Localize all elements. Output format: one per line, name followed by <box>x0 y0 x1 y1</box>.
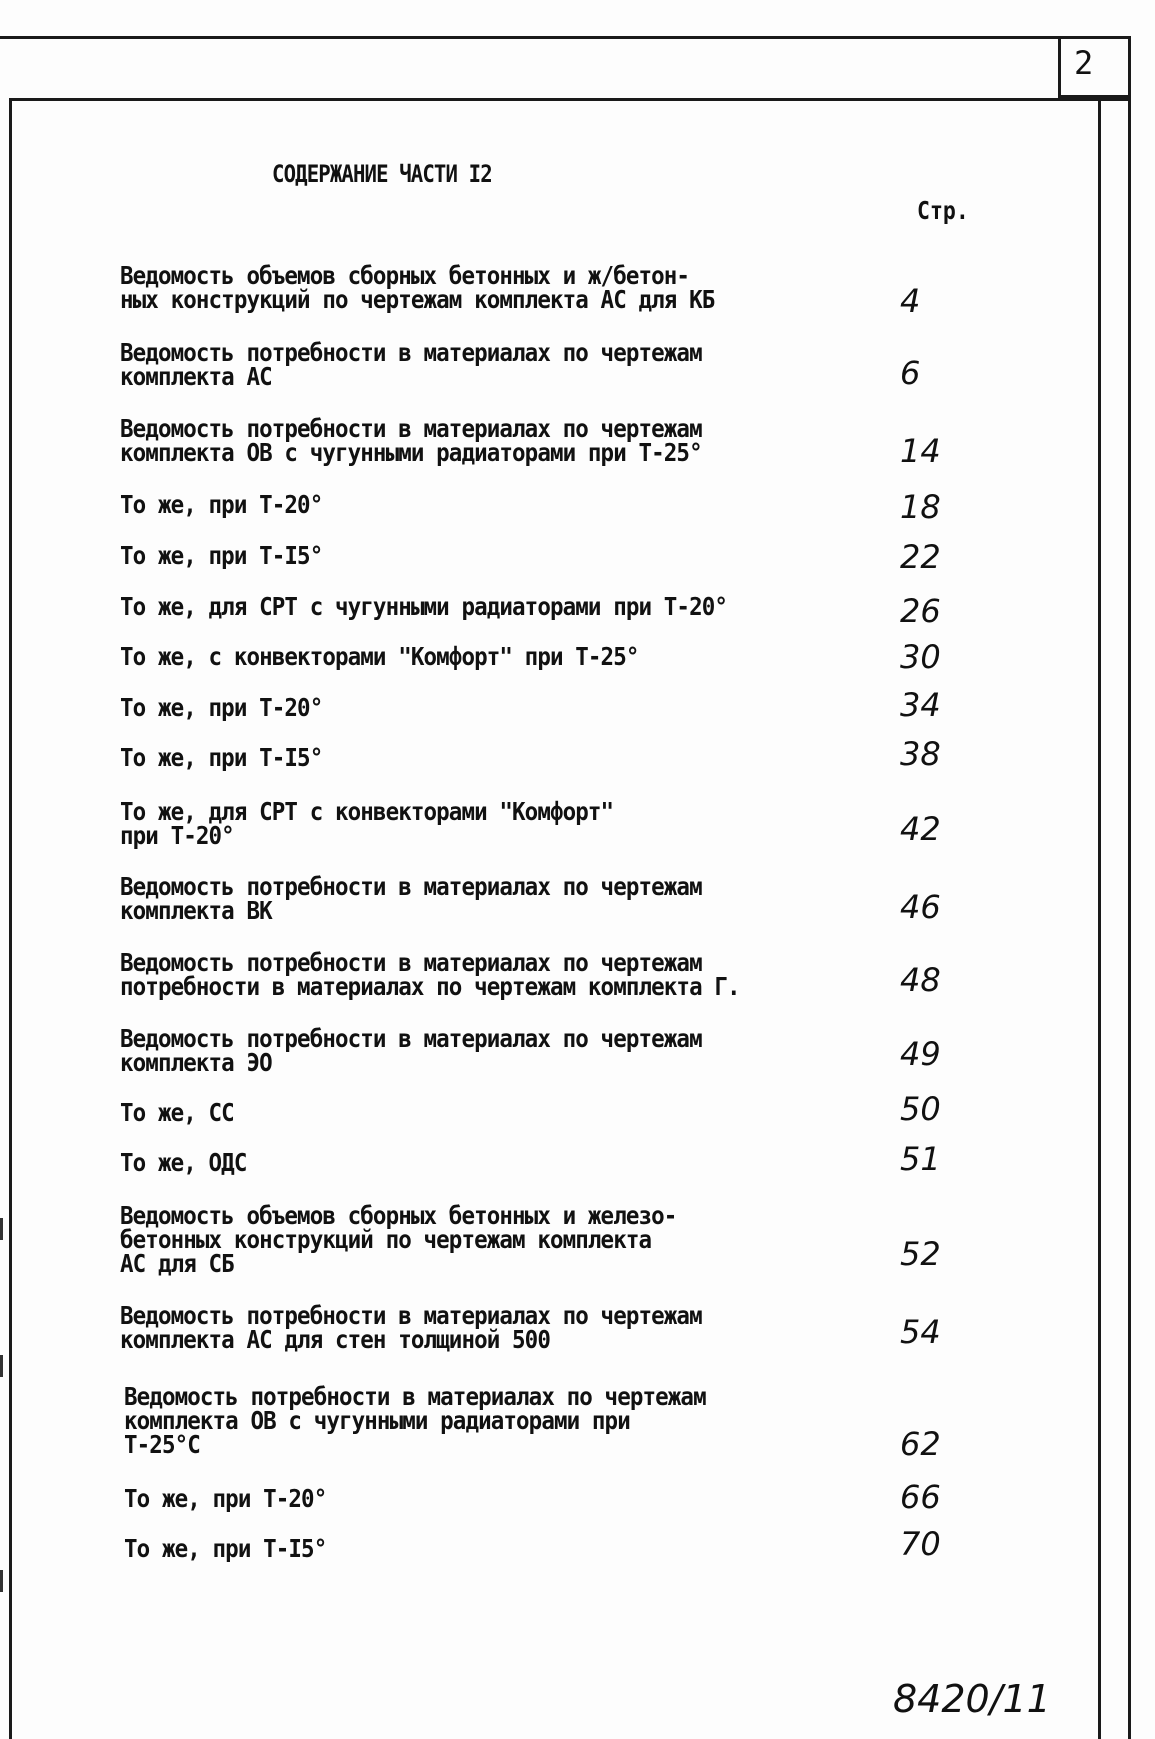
toc-page-number: 22 <box>900 538 941 576</box>
toc-page-number: 42 <box>900 810 941 848</box>
toc-page-number: 54 <box>900 1313 941 1351</box>
frame-top-line <box>0 36 1130 39</box>
toc-page-number: 50 <box>900 1090 941 1128</box>
toc-entry: Ведомость потребности в материалах по чертежам комплекта ОВ с чугунными радиаторами при Т-25° <box>120 414 702 467</box>
toc-entry: Ведомость потребности в материалах по чертежам комплекта АС <box>120 338 702 391</box>
content-frame-right-line <box>1098 98 1101 1739</box>
toc-page-number: 66 <box>900 1478 941 1516</box>
toc-entry: То же, при Т-I5° <box>124 1534 327 1563</box>
toc-entry: То же, для СРТ с чугунными радиаторами при Т-20° <box>120 592 728 621</box>
edge-mark <box>0 1570 3 1592</box>
toc-entry: То же, при Т-20° <box>120 490 323 519</box>
toc-page-number: 48 <box>900 961 941 999</box>
toc-entry: Ведомость объемов сборных бетонных и ж/бетон- ных конструкций по чертежам комплекта АС для КБ <box>120 261 715 314</box>
toc-entry: Ведомость потребности в материалах по чертежам комплекта АС для стен толщиной 500 <box>120 1301 702 1354</box>
toc-page-number: 52 <box>900 1235 941 1273</box>
toc-page-number: 51 <box>900 1140 941 1178</box>
toc-page-number: 14 <box>900 432 941 470</box>
toc-entry: То же, при Т-20° <box>120 693 323 722</box>
toc-entry: То же, при Т-I5° <box>120 743 323 772</box>
toc-entry: Ведомость потребности в материалах по чертежам комплекта ВК <box>120 872 702 925</box>
edge-mark <box>0 1355 3 1377</box>
toc-entry: Ведомость потребности в материалах по чертежам потребности в материалах по чертежам комплекта Г. <box>120 948 740 1001</box>
toc-entry: Ведомость объемов сборных бетонных и железо- бетонных конструкций по чертежам комплекта АС для СБ <box>120 1201 677 1278</box>
page-title: СОДЕРЖАНИЕ ЧАСТИ I2 <box>272 160 492 188</box>
toc-page-number: 62 <box>900 1425 941 1463</box>
edge-mark <box>0 1218 3 1240</box>
page-column-header: Стр. <box>917 196 969 225</box>
toc-page-number: 38 <box>900 735 941 773</box>
toc-entry: То же, СС <box>120 1098 234 1127</box>
toc-page-number: 26 <box>900 592 941 630</box>
sheet-number: 2 <box>1074 44 1094 82</box>
toc-page-number: 46 <box>900 888 941 926</box>
toc-page-number: 70 <box>900 1525 941 1563</box>
toc-page-number: 6 <box>900 354 921 392</box>
toc-entry: То же, ОДС <box>120 1148 247 1177</box>
toc-entry: То же, при Т-I5° <box>120 541 323 570</box>
sheet-number-box <box>1058 36 1130 98</box>
toc-entry: То же, для СРТ с конвекторами "Комфорт" при Т-20° <box>120 797 614 850</box>
toc-page-number: 49 <box>900 1035 941 1073</box>
toc-entry: Ведомость потребности в материалах по чертежам комплекта ОВ с чугунными радиаторами при Т-25°С <box>124 1382 706 1459</box>
frame-right-line <box>1128 36 1131 1739</box>
toc-page-number: 30 <box>900 638 941 676</box>
document-code: 8420/11 <box>893 1677 1051 1721</box>
toc-page-number: 18 <box>900 488 941 526</box>
toc-page-number: 4 <box>900 282 921 320</box>
toc-entry: Ведомость потребности в материалах по чертежам комплекта ЭО <box>120 1024 702 1077</box>
toc-page-number: 34 <box>900 686 941 724</box>
toc-entry: То же, с конвекторами "Комфорт" при Т-25° <box>120 642 639 671</box>
toc-entry: То же, при Т-20° <box>124 1484 327 1513</box>
